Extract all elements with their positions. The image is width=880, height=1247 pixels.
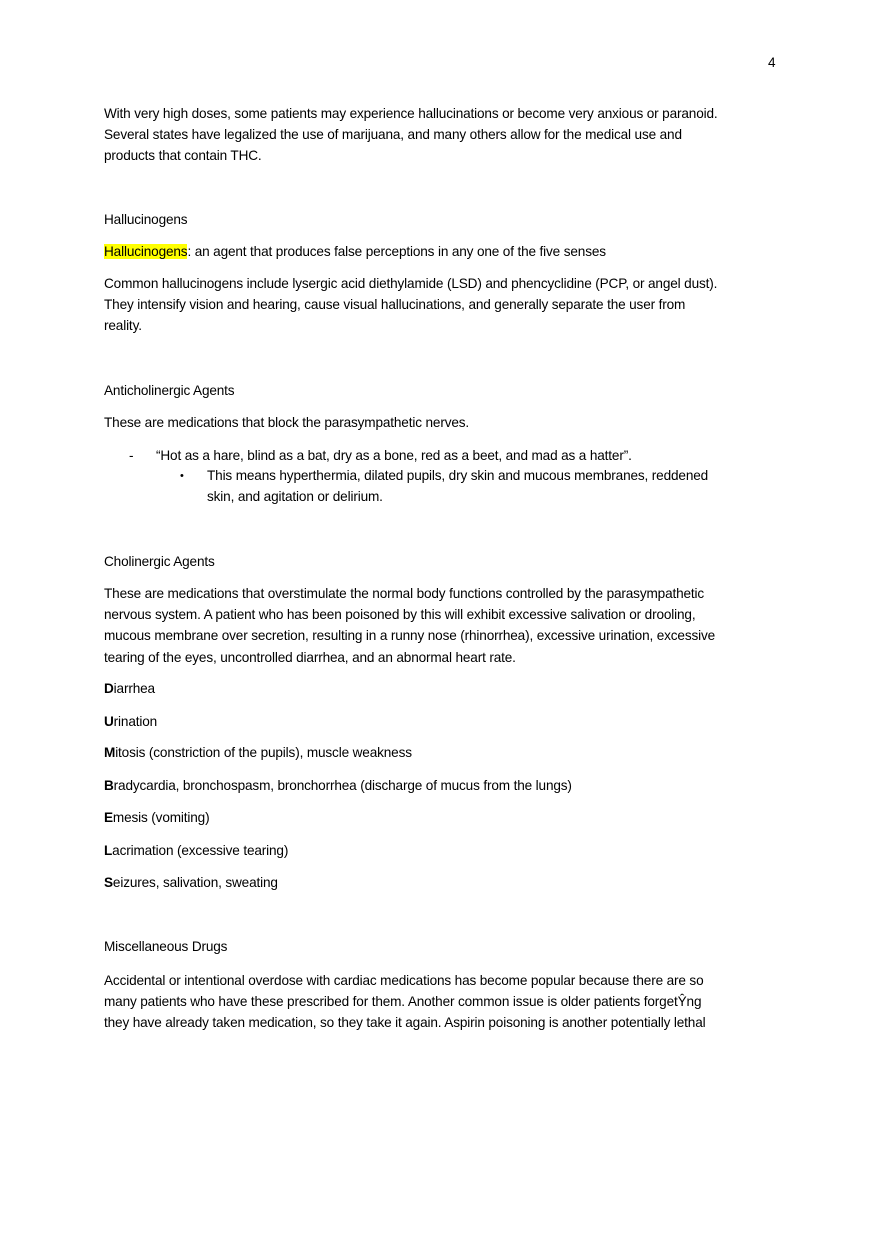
mnemonic-line: [104, 809, 209, 827]
mnemonic-text: itosis (constriction of the pupils), muscle weakness: [115, 745, 412, 760]
mnemonic-letter: E: [104, 810, 113, 825]
quote-line: “Hot as a hare, blind as a bat, dry as a bone, red as a beet, and mad as a hatter”.: [156, 448, 632, 463]
text-line: products that contain THC.: [104, 148, 262, 163]
mnemonic-letter: U: [104, 714, 114, 729]
mnemonic-letter: D: [104, 681, 114, 696]
page-number: 4: [768, 55, 776, 70]
mnemonic-line: [104, 744, 412, 762]
text-line: reality.: [104, 318, 142, 333]
text-line: many patients who have these prescribed for them. Another common issue is older patients forgetŶng: [104, 994, 702, 1009]
text-line: Accidental or intentional overdose with cardiac medications has become popular because there are so: [104, 973, 704, 988]
bullet-line: skin, and agitation or delirium.: [207, 489, 383, 504]
mnemonic-letter: B: [104, 778, 114, 793]
mnemonic-letter: S: [104, 875, 113, 890]
mnemonic-letter: M: [104, 745, 116, 760]
bullet-line: This means hyperthermia, dilated pupils, dry skin and mucous membranes, reddened: [207, 468, 709, 483]
section-heading-misc: Miscellaneous Drugs: [104, 939, 228, 954]
text-line: Common hallucinogens include lysergic acid diethylamide (LSD) and phencyclidine (PCP, or angel dust).: [104, 276, 718, 291]
text-line: Several states have legalized the use of marijuana, and many others allow for the medical use and: [104, 127, 682, 142]
section-heading-cholinergic: Cholinergic Agents: [104, 554, 215, 569]
mnemonic-text: eizures, salivation, sweating: [112, 875, 278, 890]
mnemonic-letter: L: [104, 843, 113, 858]
text-line: they have already taken medication, so they take it again. Aspirin poisoning is another potentially lethal: [104, 1015, 706, 1030]
text-line: These are medications that block the parasympathetic nerves.: [104, 415, 470, 430]
mnemonic-line: [104, 777, 572, 795]
bullet-icon: •: [180, 470, 184, 482]
mnemonic-line: [104, 680, 155, 698]
definition-text: : an agent that produces false perceptions in any one of the five senses: [187, 244, 606, 259]
definition-hallucinogens: [104, 243, 606, 261]
mnemonic-line: [104, 842, 288, 860]
mnemonic-text: rination: [113, 714, 158, 729]
section-heading-anticholinergic: Anticholinergic Agents: [104, 383, 235, 398]
text-line: nervous system. A patient who has been poisoned by this will exhibit excessive salivation or drooling,: [104, 607, 696, 622]
text-line: They intensify vision and hearing, cause visual hallucinations, and generally separate the user from: [104, 297, 686, 312]
text-line: mucous membrane over secretion, resulting in a runny nose (rhinorrhea), excessive urination, excessive: [104, 628, 716, 643]
text-line: These are medications that overstimulate the normal body functions controlled by the parasympathetic: [104, 586, 705, 601]
highlighted-term: Hallucinogens: [104, 244, 188, 259]
dash-marker: -: [129, 448, 134, 463]
mnemonic-text: mesis (vomiting): [112, 810, 210, 825]
mnemonic-line: [104, 713, 157, 731]
text-line: tearing of the eyes, uncontrolled diarrhea, and an abnormal heart rate.: [104, 650, 516, 665]
mnemonic-text: radycardia, bronchospasm, bronchorrhea (discharge of mucus from the lungs): [113, 778, 572, 793]
section-heading-hallucinogens: Hallucinogens: [104, 212, 188, 227]
mnemonic-text: iarrhea: [113, 681, 155, 696]
text-line: With very high doses, some patients may experience hallucinations or become very anxious or paranoid.: [104, 106, 718, 121]
mnemonic-line: [104, 874, 278, 892]
mnemonic-text: acrimation (excessive tearing): [112, 843, 289, 858]
